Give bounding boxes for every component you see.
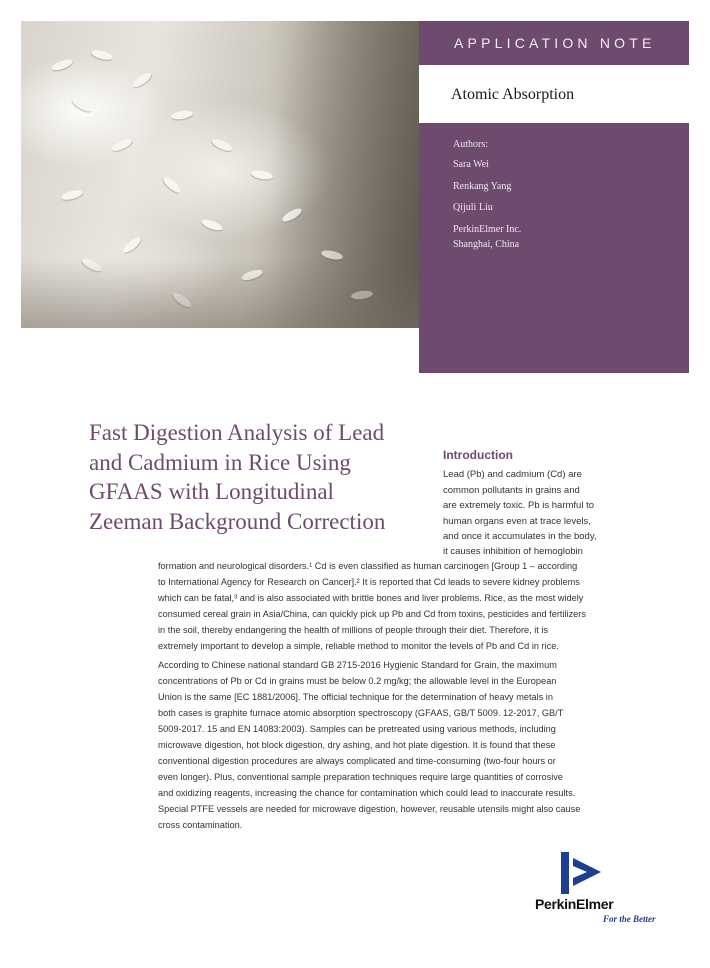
paragraph-line: cross contamination. [158, 820, 243, 830]
application-note-label: APPLICATION NOTE [454, 35, 656, 51]
paragraph-line: both cases is graphite furnace atomic absorption spectroscopy (GFAAS, GB/T 5009. 12-2017, GB/T [158, 708, 564, 718]
perkinelmer-logo [535, 850, 675, 930]
intro-text-line: Lead (Pb) and cadmium (Cd) are [443, 469, 582, 480]
paragraph-line: extremely important to develop a simple, reliable method to monitor the levels of Pb and Cd in rice. [158, 641, 559, 651]
brand-name: PerkinElmer [535, 896, 614, 912]
title-line: GFAAS with Longitudinal [89, 479, 334, 504]
author-location: Shanghai, China [453, 239, 520, 250]
author-name: Renkang Yang [453, 181, 512, 192]
author-name: Sara Wei [453, 159, 489, 170]
title-line: Fast Digestion Analysis of Lead [89, 420, 385, 445]
paragraph-line: even longer). Plus, conventional sample preparation techniques require large quantities of corrosive [158, 772, 563, 782]
hero-rice-photo [21, 21, 419, 328]
paragraph-line: 5009-2017. 15 and EN 14083:2003). Samples can be pretreated using various methods, including [158, 724, 556, 734]
perkinelmer-logo-icon [557, 850, 605, 896]
category-label: Atomic Absorption [451, 86, 575, 103]
intro-text-line: common pollutants in grains and [443, 485, 580, 496]
application-note-banner [419, 21, 689, 65]
brand-tagline: For the Better [603, 914, 656, 924]
title-line: and Cadmium in Rice Using [89, 449, 351, 475]
paragraph-line: consumed cereal grain in Asia/China, can quickly pick up Pb and Cd from toxins, pesticides and fertilizers [158, 609, 586, 619]
paragraph-line: and oxidizing reagents, increasing the chance for contamination which could lead to inaccurate results. [158, 788, 576, 798]
paragraph-line: Union is the same [EC 1881/2006]. The official technique for the determination of heavy metals in [158, 692, 553, 702]
paragraph-line: formation and neurological disorders.¹ Cd is even classified as human carcinogen [Group 1 – according [158, 561, 578, 571]
introduction-heading: Introduction [443, 448, 513, 462]
paragraph-line: to International Agency for Research on Cancer].² It is reported that Cd leads to severe kidney problems [158, 577, 580, 587]
paragraph-line: which can be fatal,³ and is also associated with brittle bones and liver problems. Rice, as the most widely [158, 593, 584, 603]
paragraph-line: in the soil, thereby endangering the health of millions of people through their diet. Therefore, it is [158, 625, 549, 635]
author-org: PerkinElmer Inc. [453, 224, 522, 235]
intro-text-line: human organs even at trace levels, [443, 516, 591, 527]
paragraph-line: According to Chinese national standard GB 2715-2016 Hygienic Standard for Grain, the maximum [158, 660, 557, 670]
paragraph-line: microwave digestion, hot block digestion, dry ashing, and hot plate digestion. It is found that these [158, 740, 556, 750]
category-box [419, 65, 689, 123]
paragraph-line: Special PTFE vessels are needed for microwave digestion, however, reusable utensils might also cause [158, 804, 581, 814]
intro-text-line: are extremely toxic. Pb is harmful to [443, 500, 594, 511]
document-title [89, 418, 419, 536]
intro-text-line: and once it accumulates in the body, [443, 531, 597, 542]
paragraph-line: concentrations of Pb or Cd in grains must be below 0.2 mg/kg; the allowable level in the European [158, 676, 557, 686]
intro-text-line: it causes inhibition of hemoglobin [443, 546, 583, 557]
paragraph-line: conventional digestion procedures are always complicated and time-consuming (two-four hours or [158, 756, 556, 766]
author-name: Qijuli Liu [453, 202, 493, 213]
authors-heading: Authors: [453, 139, 488, 150]
title-line: Zeeman Background Correction [89, 508, 386, 534]
authors-panel [419, 123, 689, 373]
